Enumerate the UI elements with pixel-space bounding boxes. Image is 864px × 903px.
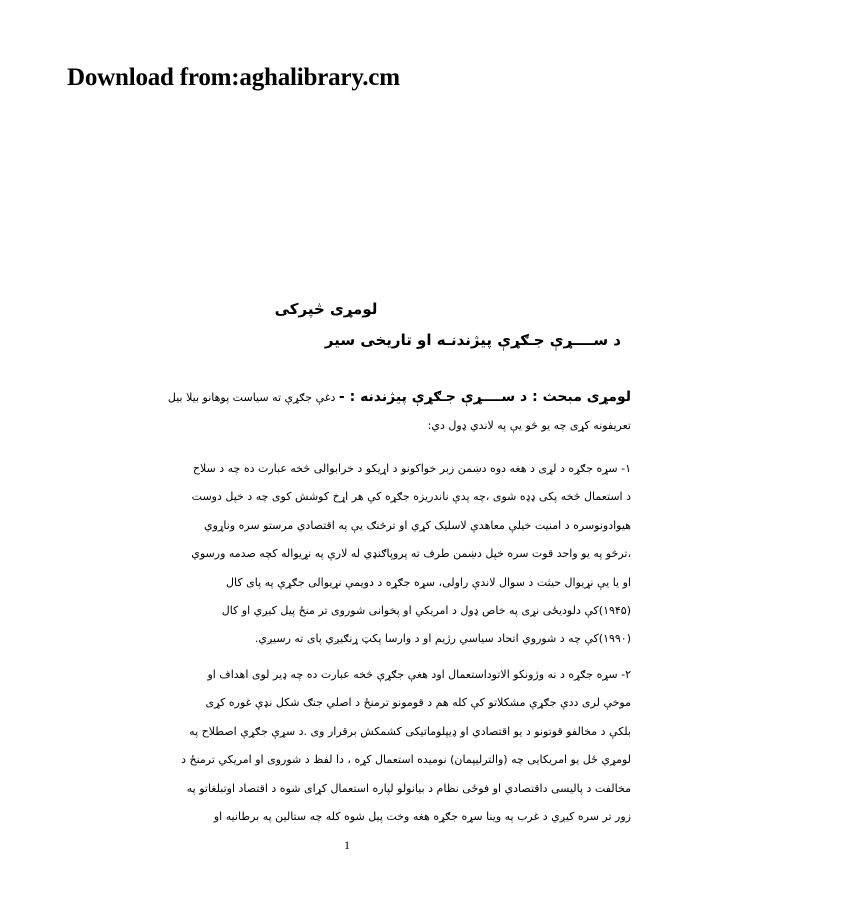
chapter-title: لومړی څپرکی — [274, 300, 378, 318]
paragraph-line: ۱- سړه جګړه د لړی د هغه دوه دښمن زبر خواکونو د اړیکو د خرابوالی څخه عبارت ده چه د سلاح — [192, 462, 631, 475]
paragraph-line: (۱۹۴۵)کې دلودیځی نړی په خاص ډول د امریکي او پخوانی شوروی تر منځ پیل کیږي او کال — [221, 604, 631, 618]
paragraph-line: ۲- سړه جګړه د نه وژونکو الاتوداستعمال اود هغې جګړې څخه عبارت ده چه ډیر لوی اهداف او — [207, 668, 631, 681]
paragraph-line: هیوادونوسره د امنیت خیلې معاهدې لاسلیک کړي او ترڅنګ یې په اقتصادي مرستو سره وناړوي — [203, 518, 631, 532]
paragraph-line: مخالفت د پالیسی داقتصادي او فوځی نظام د بیانولو لپاره استعمال کړای شوه د اقتصاد اوتبلغاتو په — [186, 781, 631, 795]
intro-text: دغې جګړې ته سیاست پوهانو بیلا بیل — [167, 391, 339, 404]
section-intro — [71, 383, 631, 440]
paragraph-1 — [71, 455, 631, 654]
paragraph-line: (۱۹۹۰)کې چه د شوروي اتحاد سیاسي رژیم او د وارسا پکټ ړنګیږي پای ته رسیږي. — [254, 632, 631, 646]
section-heading: لومړی مبحث : د ســــړې جـګړې پیژندنه : - — [338, 389, 631, 405]
chapter-subtitle: د ســــړې جـګړې پیژندنـه او تاریخی سیر — [324, 331, 621, 349]
paragraph-line: بلکې د مخالفو قوتونو د یو اقتصادي او ډیپلوماتیکی کشمکش برقرار وی .د سړې جګړې اصطلاح په — [189, 724, 631, 738]
paragraph-line: زور تر سره کیږي د غرب په وینا سړه جګړه هغه وخت پیل شوه کله چه ستالین په برطانیه او — [213, 810, 631, 824]
paragraph-line: او یا یې نړیوال حیثت د سوال لاندې راولی، سړه جګړه د دویمې نړیوالی جګړې په پای کال — [226, 575, 631, 589]
paragraph-line: ،ترڅو په یو واحد قوت سره خپل دښمن طرف ته پروپاګنډي له لارې په نړیواله کچه صدمه ورسوي — [191, 547, 631, 561]
paragraph-2 — [71, 661, 631, 831]
download-header: Download from:aghalibrary.cm — [67, 64, 400, 91]
paragraph-line: د استعمال څخه پکی ډډه شوی ،چه پدې ناندریزه جګړه کې هر اړخ کوشش کوی چه د خپل دوست — [191, 490, 631, 504]
page-number: 1 — [344, 838, 350, 852]
intro-line-2: تعریفونه کړی چه یو څو یې په لاندي ډول دي: — [427, 419, 631, 432]
paragraph-line: موخې لری ددې جګړې مشکلاتو کې کله هم د قومونو ترمنځ د اصلي جنګ شکل نډې غوره کړی — [205, 696, 631, 710]
paragraph-line: لومړي ځل یو امریکایی چه (والترلیپمان) نومیده استعمال کړه ، دا لفظ د شوروی او امریکي ترمنځ د — [181, 753, 631, 767]
intro-line-1 — [71, 383, 631, 412]
